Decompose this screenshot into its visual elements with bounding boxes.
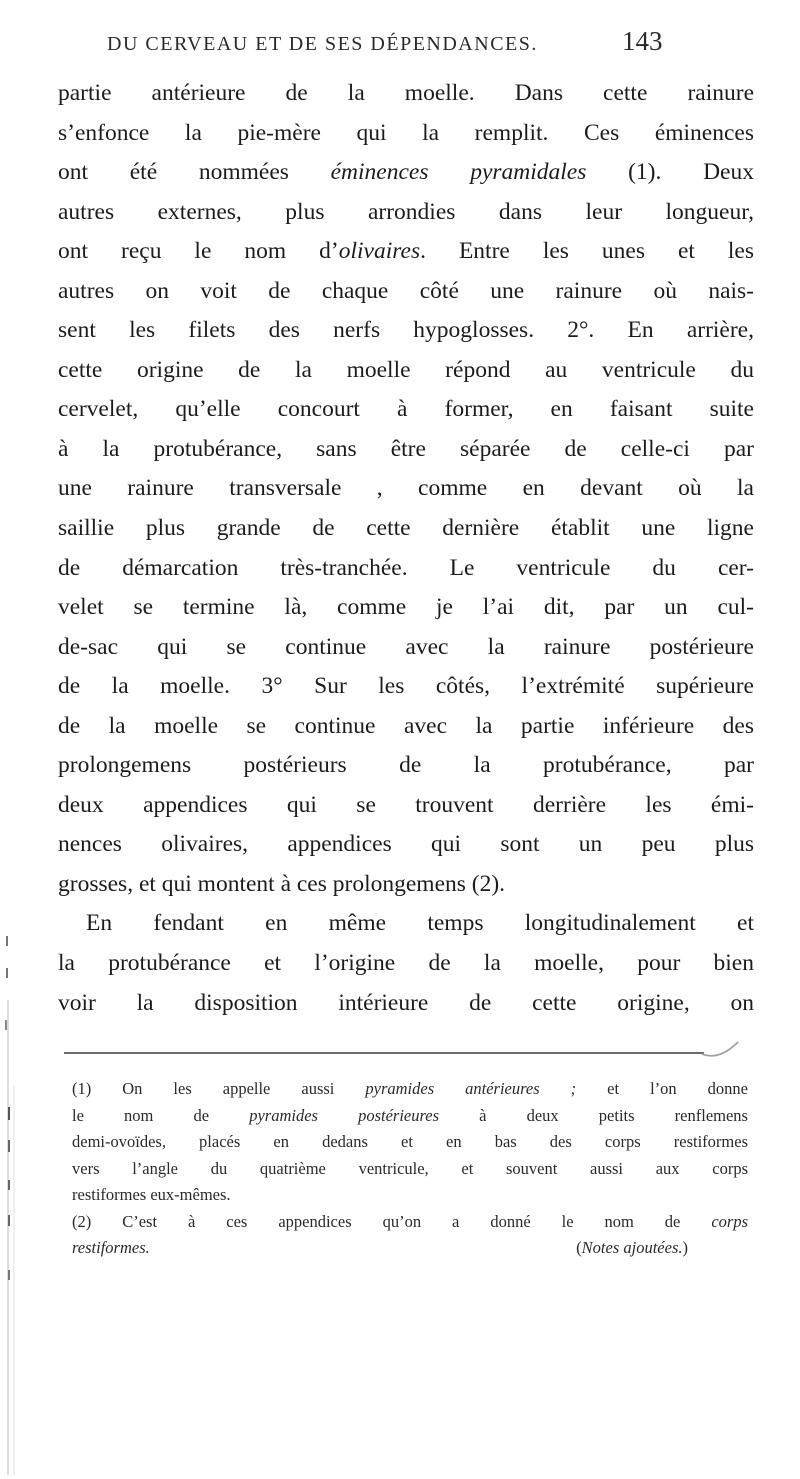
text-line: ont reçu le nom d’olivaires. Entre les unes et les (58, 238, 755, 265)
italic-term: restiformes. (72, 1238, 150, 1257)
text-line: nences olivaires, appendices qui sont un peu plus (58, 831, 754, 858)
text-line: partie antérieure de la moelle. Dans cette rainure (58, 80, 754, 106)
footnote-line: vers l’angle du quatrième ventricule, et souvent aussi aux corps (72, 1158, 748, 1178)
italic-term: corps (711, 1211, 748, 1231)
text-line: de la moelle. 3° Sur les côtés, l’extrémité supérieure (58, 673, 754, 700)
text-line: autres externes, plus arrondies dans leur longueur, (58, 198, 754, 225)
main-text (58, 74, 754, 1023)
text-line: grosses, et qui montent à ces prolongemens (2). (58, 870, 506, 897)
text-line: saillie plus grande de cette dernière établit une ligne (58, 515, 754, 542)
text-line-paragraph-start: En fendant en même temps longitudinalement et (86, 910, 754, 937)
text-line: la protubérance et l’origine de la moelle, pour bien (58, 950, 754, 977)
text-line: velet se termine là, comme je l’ai dit, par un cul- (58, 594, 754, 621)
footnote-line-with-attribution (72, 1235, 748, 1262)
italic-term: pyramides postérieures (249, 1105, 440, 1125)
page-number: 143 (622, 26, 663, 56)
footnote-text (72, 1235, 150, 1262)
binding-shadow-icon (0, 0, 40, 1475)
notes-attribution: (Notes ajoutées.) (576, 1238, 688, 1257)
text-line: de démarcation très-tranchée. Le ventricule du cer- (58, 554, 754, 581)
text-line: de la moelle se continue avec la partie inférieure des (58, 712, 754, 739)
footnote-line: demi-ovoïdes, placés en dedans et en bas des corps restiformes (72, 1132, 748, 1151)
footnotes (72, 1076, 748, 1262)
footnote-line: le nom de pyramides postérieures à deux petits renflemens (72, 1105, 748, 1125)
footnote-separator-rule (64, 1052, 704, 1054)
ink-flourish-icon (700, 1040, 740, 1064)
footnote-line: restiformes eux-mêmes. (72, 1185, 231, 1204)
footnote-line: (1) On les appelle aussi pyramides antérieures ; et l’on donne (72, 1079, 748, 1098)
text-line: voir la disposition intérieure de cette origine, on (58, 989, 754, 1016)
text-line: autres on voit de chaque côté une rainure où nais- (58, 277, 754, 304)
footnote-line: (2) C’est à ces appendices qu’on a donné le nom de corps (72, 1211, 748, 1231)
text-line: cette origine de la moelle répond au ventricule du (58, 356, 754, 383)
italic-term: pyramides antérieures ; (365, 1079, 577, 1098)
running-title: DU CERVEAU ET DE SES DÉPENDANCES. (107, 33, 538, 55)
text-line: deux appendices qui se trouvent derrière les émi- (58, 791, 754, 818)
text-line: sent les filets des nerfs hypoglosses. 2°. En arrière, (58, 317, 754, 344)
italic-term: olivaires (338, 238, 421, 265)
text-line: cervelet, qu’elle concourt à former, en faisant suite (58, 396, 754, 423)
page-left-edge (0, 0, 40, 1475)
text-line: à la protubérance, sans être séparée de celle-ci par (58, 435, 754, 462)
text-line: de-sac qui se continue avec la rainure postérieure (58, 633, 754, 660)
text-line: prolongemens postérieurs de la protubérance, par (58, 752, 754, 779)
running-header (0, 26, 800, 72)
text-line: ont été nommées éminences pyramidales (1). Deux (58, 159, 754, 186)
italic-term: Notes ajoutées. (581, 1238, 683, 1257)
text-line: une rainure transversale , comme en devant où la (58, 475, 754, 502)
text-line: s’enfonce la pie-mère qui la remplit. Ces éminences (58, 119, 754, 146)
italic-term: éminences pyramidales (330, 159, 587, 186)
